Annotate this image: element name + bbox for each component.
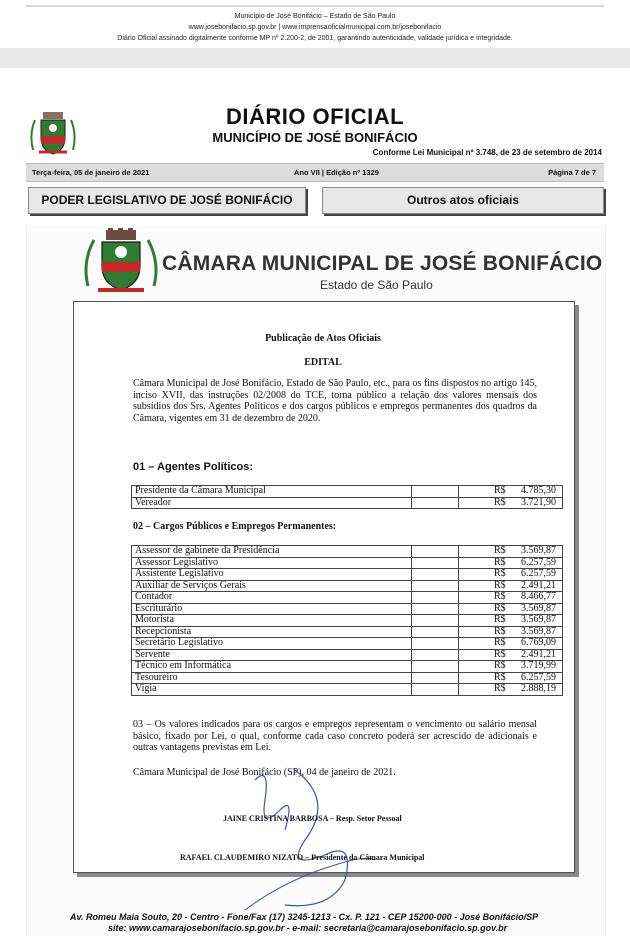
salary-gap bbox=[412, 592, 459, 604]
salary-currency: R$ bbox=[459, 615, 510, 627]
publication-title: Publicação de Atos Oficiais bbox=[265, 333, 381, 344]
salary-value: 4.785,30 bbox=[509, 486, 563, 498]
table-row bbox=[132, 546, 563, 558]
salary-gap bbox=[412, 580, 459, 592]
table-row bbox=[132, 615, 563, 627]
header-band bbox=[0, 48, 630, 68]
salary-currency: R$ bbox=[459, 649, 510, 661]
salary-item-name: Secretário Legislativo bbox=[132, 638, 412, 650]
edition-number: Ano VII | Edição nº 1329 bbox=[294, 168, 379, 177]
table-row bbox=[132, 626, 563, 638]
section-label-left: PODER LEGISLATIVO DE JOSÉ BONIFÁCIO bbox=[28, 187, 306, 214]
page-indicator: Página 7 de 7 bbox=[548, 168, 596, 177]
top-rule bbox=[26, 5, 604, 7]
header-line-2: www.josebonifacio.sp.gov.br | www.imprensaoficialmunicipal.com.br/josebonifacio bbox=[188, 24, 442, 31]
salary-gap bbox=[412, 615, 459, 627]
salary-gap bbox=[412, 603, 459, 615]
header-line-3: Diário Oficial assinado digitalmente conforme MP nº 2.200-2, de 2001, garantindo autenticidade, validade jurídica e integridade. bbox=[117, 35, 513, 42]
agentes-table bbox=[131, 485, 563, 509]
salary-gap bbox=[412, 486, 459, 498]
salary-currency: R$ bbox=[459, 684, 510, 696]
salary-item-name: Auxiliar de Serviços Gerais bbox=[132, 580, 412, 592]
cargos-table bbox=[131, 545, 563, 696]
salary-item-name: Motorista bbox=[132, 615, 412, 627]
edital-intro: Câmara Municipal de José Bonifácio, Estado de São Paulo, etc., para os fins dispostos no artigo 145, inciso XVII, das instruções 02/2008 do TCE, torna público a relação dos valores mensais dos subsídios dos Srs. Agentes Políticos e dos cargos públicos e empregos permanentes dos quadros da Câmara, vigentes em 31 de dezembro de 2020. bbox=[133, 378, 537, 424]
section-label-right: Outros atos oficiais bbox=[322, 187, 604, 214]
footer-address: Av. Romeu Maia Souto, 20 - Centro - Fone/Fax (17) 3245-1213 - Cx. P. 121 - CEP 15200-000 - José Bonifácio/SP bbox=[70, 912, 539, 922]
table-row bbox=[132, 603, 563, 615]
salary-value: 2.491,21 bbox=[509, 649, 563, 661]
salary-value: 3.719,99 bbox=[509, 661, 563, 673]
salary-gap bbox=[412, 649, 459, 661]
table-row bbox=[132, 684, 563, 696]
salary-currency: R$ bbox=[459, 592, 510, 604]
table-row bbox=[132, 486, 563, 498]
masthead-title: DIÁRIO OFICIAL bbox=[225, 104, 405, 129]
signature-mark bbox=[225, 760, 385, 920]
header-line-1: Município de José Bonifácio – Estado de São Paulo bbox=[234, 13, 396, 20]
table-row bbox=[132, 557, 563, 569]
edital-heading: EDITAL bbox=[304, 357, 342, 368]
footer-contact: site: www.camarajosebonifacio.sp.gov.br - e-mail: secretaria@camarajosebonifacio.sp.gov.br bbox=[108, 923, 508, 933]
salary-value: 3.569,87 bbox=[509, 603, 563, 615]
salary-value: 3.569,87 bbox=[509, 546, 563, 558]
table-row bbox=[132, 580, 563, 592]
salary-currency: R$ bbox=[459, 580, 510, 592]
masthead-subtitle: MUNICÍPIO DE JOSÉ BONIFÁCIO bbox=[212, 130, 418, 145]
table-row bbox=[132, 638, 563, 650]
salary-currency: R$ bbox=[459, 569, 510, 581]
salary-item-name: Recepcionista bbox=[132, 626, 412, 638]
camara-state: Estado de São Paulo bbox=[320, 278, 433, 292]
salary-gap bbox=[412, 672, 459, 684]
masthead-lei: Conforme Lei Municipal nº 3.748, de 23 de setembro de 2014 bbox=[372, 148, 602, 157]
salary-item-name: Vereador bbox=[132, 497, 412, 509]
salary-item-name: Contador bbox=[132, 592, 412, 604]
salary-value: 6.257,59 bbox=[509, 672, 563, 684]
table-row bbox=[132, 649, 563, 661]
salary-value: 2.888,19 bbox=[509, 684, 563, 696]
salary-currency: R$ bbox=[459, 546, 510, 558]
salary-value: 3.569,87 bbox=[509, 626, 563, 638]
salary-value: 6.257,59 bbox=[509, 557, 563, 569]
table-row bbox=[132, 661, 563, 673]
salary-currency: R$ bbox=[459, 672, 510, 684]
salary-gap bbox=[412, 661, 459, 673]
salary-gap bbox=[412, 569, 459, 581]
salary-value: 8.466,77 bbox=[509, 592, 563, 604]
salary-gap bbox=[412, 684, 459, 696]
salary-item-name: Vigia bbox=[132, 684, 412, 696]
table-row bbox=[132, 672, 563, 684]
table-row bbox=[132, 497, 563, 509]
salary-value: 6.257,59 bbox=[509, 569, 563, 581]
salary-currency: R$ bbox=[459, 603, 510, 615]
section-3-text: 03 – Os valores indicados para os cargos e empregos representam o vencimento ou salário mensal básico, fixado por Lei, o qual, conforme cada caso concreto poderá ser acrescido de adicionais e outras vantagens previstas em Lei. bbox=[133, 719, 537, 754]
salary-item-name: Assistente Legislativo bbox=[132, 569, 412, 581]
salary-item-name: Escriturário bbox=[132, 603, 412, 615]
section-cargos-title: 02 – Cargos Públicos e Empregos Permanentes: bbox=[133, 521, 337, 532]
salary-value: 3.569,87 bbox=[509, 615, 563, 627]
salary-item-name: Presidente da Câmara Municipal bbox=[132, 486, 412, 498]
table-row bbox=[132, 569, 563, 581]
salary-item-name: Servente bbox=[132, 649, 412, 661]
camara-crest-icon bbox=[80, 228, 162, 296]
salary-value: 3.721,90 bbox=[509, 497, 563, 509]
salary-item-name: Técnico em Informática bbox=[132, 661, 412, 673]
salary-currency: R$ bbox=[459, 557, 510, 569]
salary-value: 2.491,21 bbox=[509, 580, 563, 592]
edition-date: Terça-feira, 05 de janeiro de 2021 bbox=[32, 168, 150, 177]
signer-1: JAINE CRISTINA BARBOSA – Resp. Setor Pessoal bbox=[223, 814, 402, 823]
salary-gap bbox=[412, 546, 459, 558]
salary-gap bbox=[412, 497, 459, 509]
salary-item-name: Assessor Legislativo bbox=[132, 557, 412, 569]
municipal-crest-icon bbox=[27, 110, 79, 158]
salary-gap bbox=[412, 638, 459, 650]
salary-currency: R$ bbox=[459, 497, 510, 509]
camara-title: CÂMARA MUNICIPAL DE JOSÉ BONIFÁCIO bbox=[162, 252, 603, 275]
table-row bbox=[132, 592, 563, 604]
salary-item-name: Assessor de gabinete da Presidência bbox=[132, 546, 412, 558]
salary-currency: R$ bbox=[459, 661, 510, 673]
salary-item-name: Tesoureiro bbox=[132, 672, 412, 684]
salary-currency: R$ bbox=[459, 486, 510, 498]
salary-currency: R$ bbox=[459, 626, 510, 638]
salary-currency: R$ bbox=[459, 638, 510, 650]
place-date: Câmara Municipal de José Bonifácio (SP), 04 de janeiro de 2021. bbox=[133, 767, 396, 778]
info-bar bbox=[26, 163, 604, 182]
section-agentes-title: 01 – Agentes Políticos: bbox=[133, 461, 254, 473]
salary-gap bbox=[412, 557, 459, 569]
salary-value: 6.769,09 bbox=[509, 638, 563, 650]
signer-2: RAFAEL CLAUDEMIRO NIZATO – Presidente da Câmara Municipal bbox=[180, 853, 425, 862]
salary-gap bbox=[412, 626, 459, 638]
